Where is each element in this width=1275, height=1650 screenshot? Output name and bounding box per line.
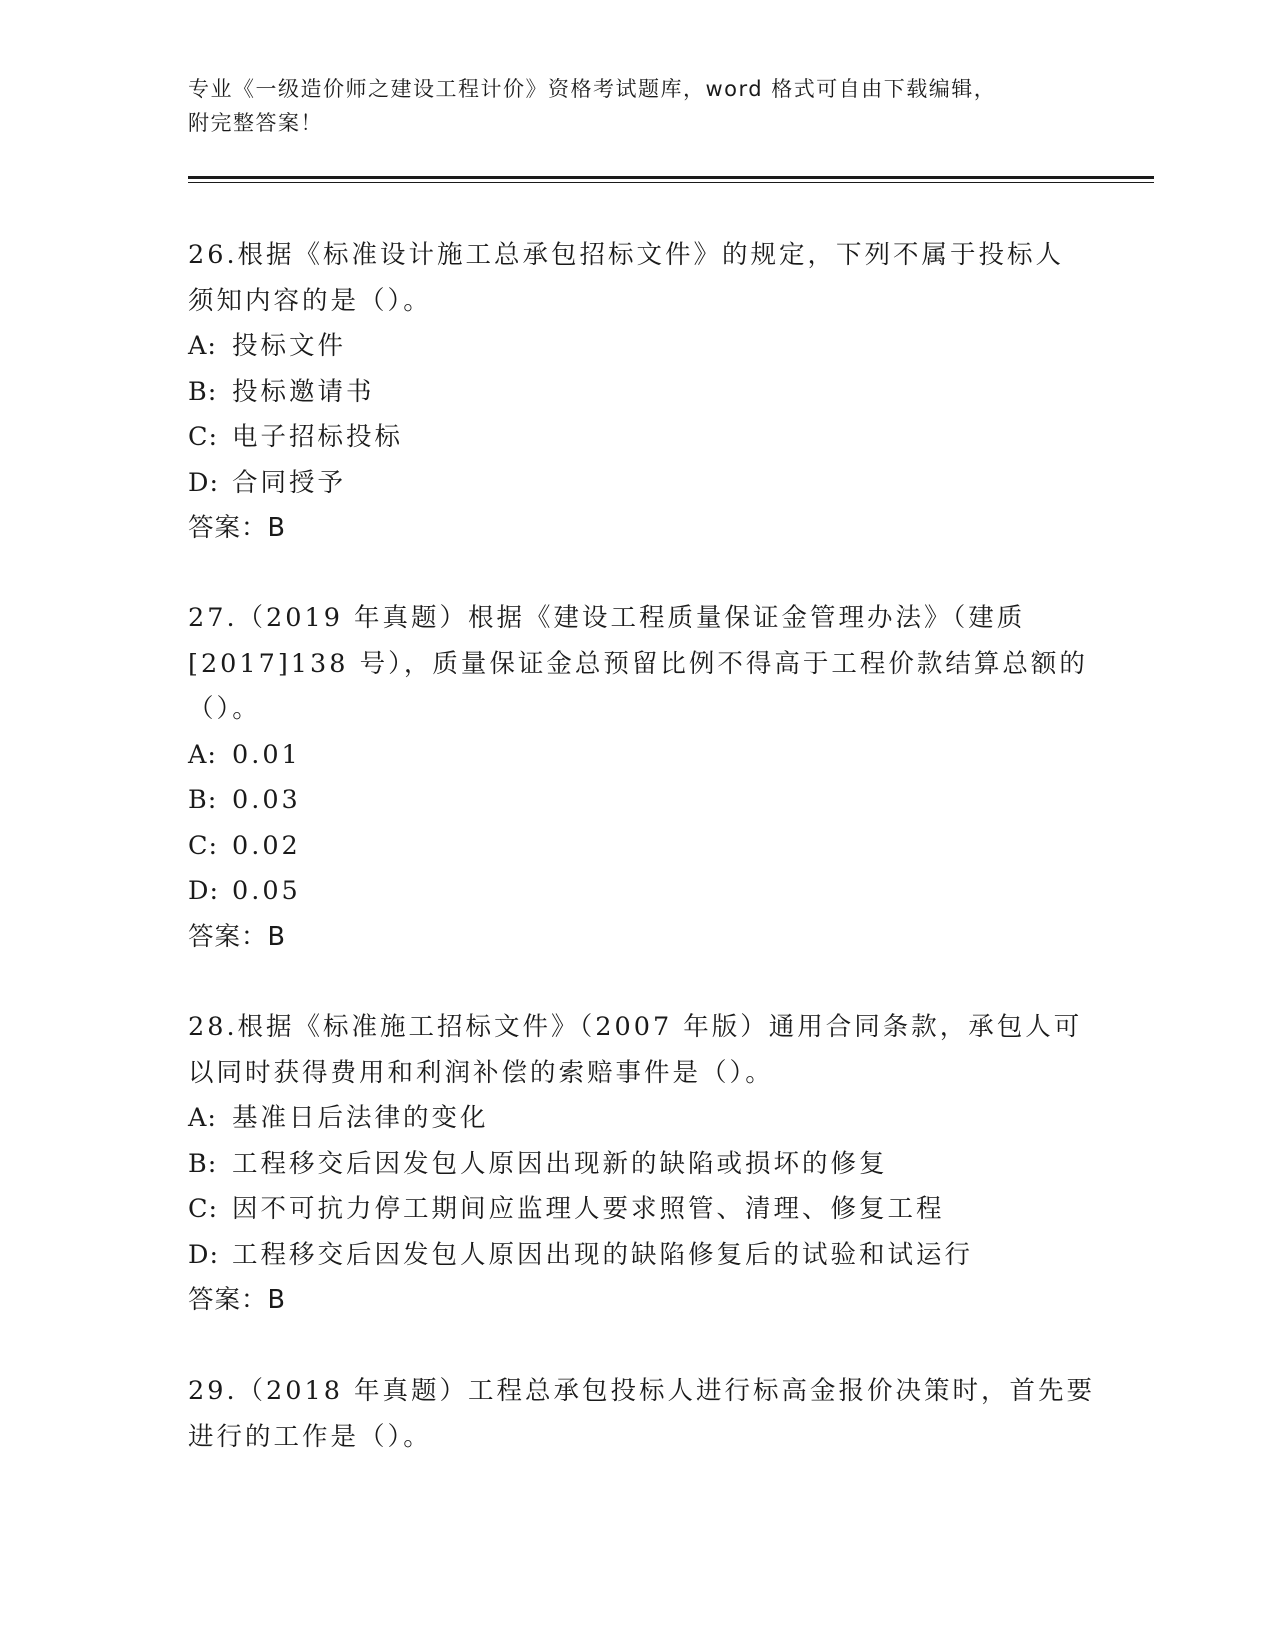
option-d — [188, 869, 1088, 915]
option-b — [188, 778, 1088, 824]
option-c — [188, 1187, 1088, 1233]
document-header — [188, 72, 1088, 140]
answer-line: 答案：B — [188, 1285, 286, 1315]
option-label: A: — [188, 1103, 218, 1133]
header-line: 专业《一级造价师之建设工程计价》资格考试题库，word 格式可自由下载编辑， — [188, 77, 997, 101]
question-stem-line: 以同时获得费用和利润补偿的索赔事件是（）。 — [188, 1057, 774, 1088]
option-label: B: — [188, 785, 218, 815]
option-label: B: — [188, 1148, 218, 1179]
answer-line: 答案：B — [188, 921, 286, 952]
question-29 — [188, 1369, 1096, 1460]
question-stem-line: 须知内容的是（）。 — [188, 285, 432, 316]
question-stem-line: 28.根据《标准施工招标文件》（2007 年版）通用合同条款，承包人可 — [188, 1012, 1083, 1042]
option-a — [188, 733, 1088, 779]
header-divider-thick — [188, 176, 1154, 179]
option-label: C: — [188, 422, 219, 452]
option-label: C: — [188, 1194, 219, 1224]
option-label: A: — [188, 331, 218, 361]
answer-line: 答案：B — [188, 513, 286, 543]
option-a — [188, 324, 1088, 370]
option-c — [188, 415, 1088, 461]
option-text: 0.01 — [232, 739, 301, 770]
header-line: 附完整答案！ — [188, 111, 323, 135]
option-label: D: — [188, 1239, 220, 1270]
option-label: B: — [188, 376, 218, 407]
option-text: 0.03 — [232, 785, 301, 815]
question-26 — [188, 233, 1088, 552]
option-d — [188, 461, 1088, 507]
option-a — [188, 1096, 1088, 1142]
option-text: 合同授予 — [232, 467, 347, 498]
option-text: 工程移交后因发包人原因出现的缺陷修复后的试验和试运行 — [232, 1239, 974, 1270]
option-text: 基准日后法律的变化 — [232, 1103, 489, 1133]
option-d — [188, 1233, 1088, 1279]
option-text: 0.05 — [232, 876, 301, 906]
question-stem-line: 26.根据《标准设计施工总承包招标文件》的规定，下列不属于投标人 — [188, 240, 1065, 270]
option-label: D: — [188, 467, 220, 498]
option-label: A: — [188, 739, 218, 770]
header-divider-thin — [188, 182, 1154, 183]
option-text: 电子招标投标 — [232, 422, 404, 452]
option-b — [188, 1142, 1088, 1188]
option-text: 投标邀请书 — [232, 376, 375, 407]
option-label: D: — [188, 876, 220, 906]
option-label: C: — [188, 830, 219, 861]
question-stem-line: （）。 — [188, 694, 261, 724]
option-b — [188, 370, 1088, 416]
question-stem-line: 29.（2018 年真题）工程总承包投标人进行标高金报价决策时，首先要 — [188, 1376, 1096, 1406]
option-text: 工程移交后因发包人原因出现新的缺陷或损坏的修复 — [232, 1148, 888, 1179]
question-stem-line: [2017]138 号），质量保证金总预留比例不得高于工程价款结算总额的 — [188, 648, 1088, 679]
question-stem-line: 进行的工作是（）。 — [188, 1421, 432, 1452]
option-c — [188, 824, 1088, 870]
question-stem-line: 27.（2019 年真题）根据《建设工程质量保证金管理办法》（建质 — [188, 603, 1026, 633]
option-text: 0.02 — [232, 830, 301, 861]
option-text: 投标文件 — [232, 331, 347, 361]
option-text: 因不可抗力停工期间应监理人要求照管、清理、修复工程 — [232, 1194, 945, 1224]
question-27 — [188, 596, 1088, 960]
question-28 — [188, 1005, 1088, 1324]
